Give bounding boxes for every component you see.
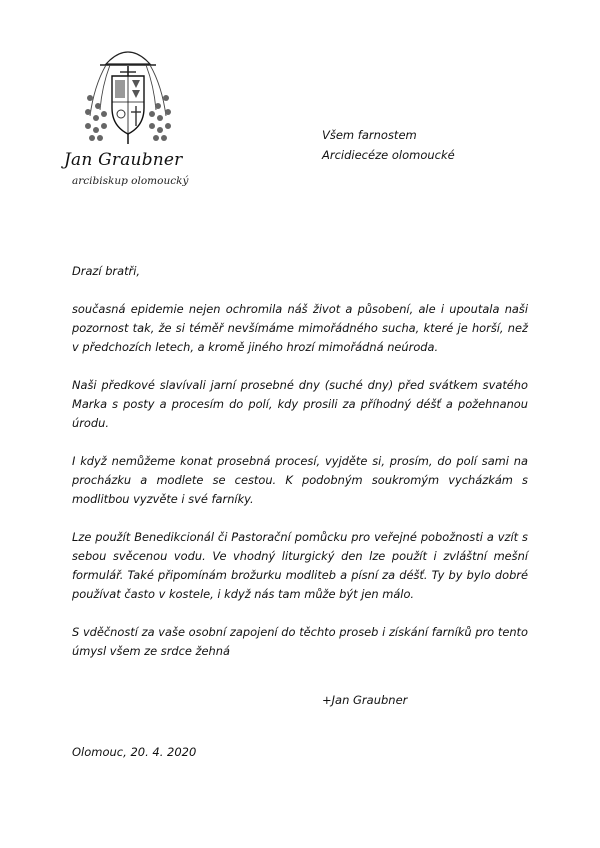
signature-name: Jan Graubner: [64, 150, 183, 170]
paragraph: současná epidemie nejen ochromila náš život a působení, ale i upoutala naši pozornost tak, že si téměř nevšímáme mimořádného sucha, které je horší, než v předchozích letech, a kromě jiného hrozí mimořádná neúroda.: [72, 302, 528, 354]
letter-body: [72, 262, 528, 680]
paragraph: Lze použít Benedikcionál či Pastorační pomůcku pro veřejné pobožnosti a vzít s sebou svěcenou vodu. Ve vhodný liturgický den lze použít i zvláštní mešní formulář. Také připomínám brožurku modliteb a písní za déšť. Ty by bylo dobré používat často v kostele, i když nás tam může být jen málo.: [72, 530, 528, 601]
addressee-block: [322, 125, 455, 165]
greeting: Drazí bratři,: [72, 264, 141, 278]
closing-signature: +Jan Graubner: [322, 693, 408, 707]
paragraph: Naši předkové slavívali jarní prosebné dny (suché dny) před svátkem svatého Marka s posty a procesím do polí, kdy prosili za příhodný déšť a požehnanou úrodu.: [72, 378, 528, 430]
coat-of-arms-icon: [80, 46, 176, 150]
addressee-line: Všem farnostem: [322, 128, 417, 142]
addressee-line: Arcidiecéze olomoucké: [322, 148, 455, 162]
paragraph: S vděčností za vaše osobní zapojení do těchto proseb i získání farníků pro tento úmysl všem ze srdce žehná: [72, 625, 528, 658]
signature-title: arcibiskup olomoucký: [72, 175, 189, 187]
letter-date: Olomouc, 20. 4. 2020: [72, 745, 197, 759]
paragraph: I když nemůžeme konat prosebná procesí, vyjděte si, prosím, do polí sami na procházku a modlete se cestou. K podobným soukromým vycházkám s modlitbou vyzvěte i své farníky.: [72, 454, 528, 506]
